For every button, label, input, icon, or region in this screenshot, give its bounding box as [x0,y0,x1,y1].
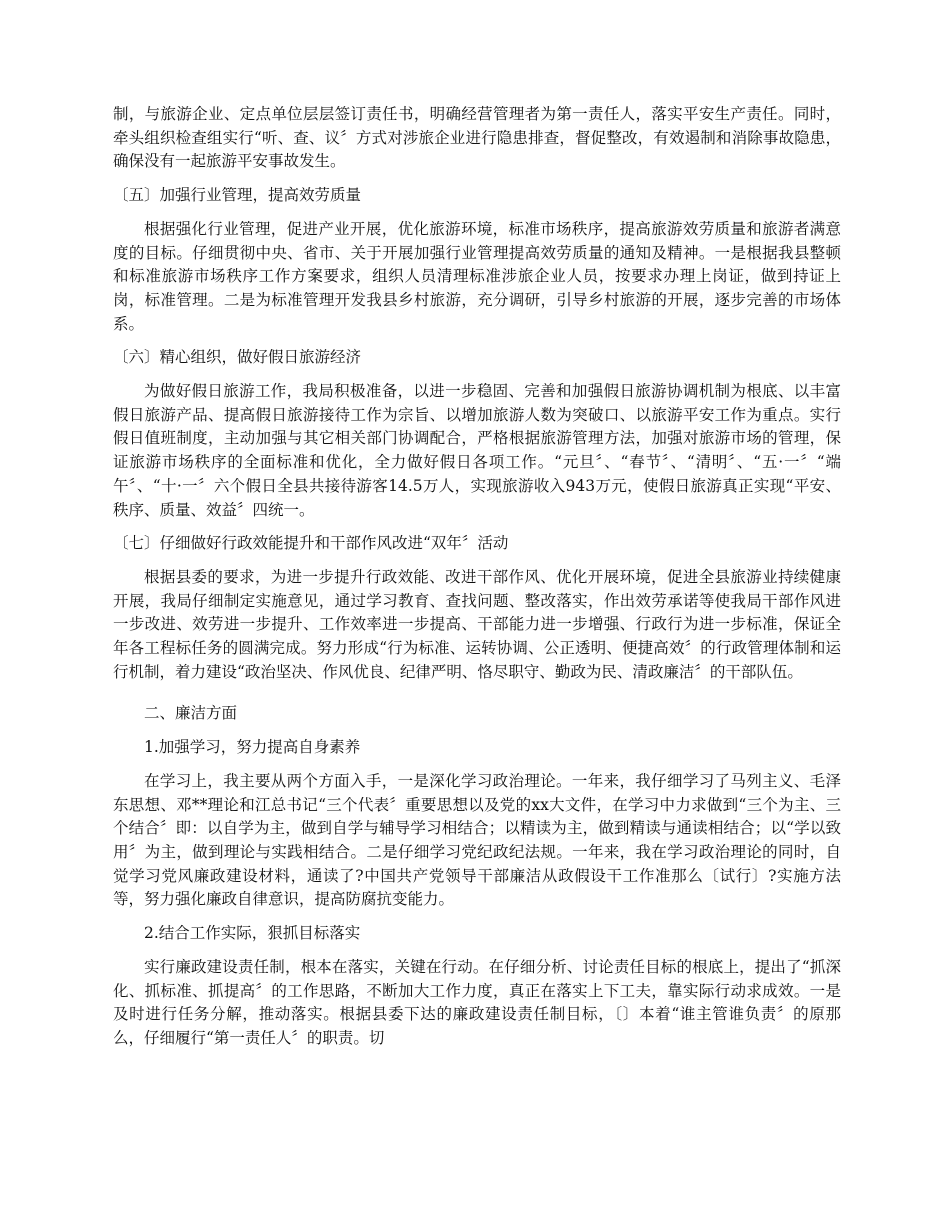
paragraph-6: 为做好假日旅游工作，我局积极准备，以进一步稳固、完善和加强假日旅游协调机制为根底、以丰富假日旅游产品、提高假日旅游接待工作为宗旨、以增加旅游人数为突破口、以旅游平安工作为重点。实行假日值班制度，主动加强与其它相关部门协调配合，严格根据旅游管理方法，加强对旅游市场的管理，保证旅游市场秩序的全面标准和优化，全力做好假日各项工作。“元旦〞、“春节〞、“清明〞、“五·一〞“端午〞、“十·一〞六个假日全县共接待游客14.5万人，实现旅游收入943万元，使假日旅游真正实现“平安、秩序、质量、效益〞四统一。 [113,382,841,519]
section-heading-5: 〔五〕加强行业管理，提高效劳质量 [113,186,362,205]
section-title-integrity: 二、廉洁方面 [144,704,238,723]
subsection-title-1: 1.加强学习，努力提高自身素养 [144,738,361,757]
paragraph-sub-2: 实行廉政建设责任制，根本在落实，关键在行动。在仔细分析、讨论责任目标的根底上，提出了“抓深化、抓标准、抓提高〞的工作思路，不断加大工作力度，真正在落实上下工夫，靠实际行动求成效。一是及时进行任务分解，推动落实。根据县委下达的廉政建设责任制目标，〔〕本着“谁主管谁负责〞的原那么，仔细履行“第一责任人〞的职责。切 [113,957,841,1047]
section-heading-6: 〔六〕精心组织，做好假日旅游经济 [113,348,362,367]
paragraph-sub-1: 在学习上，我主要从两个方面入手，一是深化学习政治理论。一年来，我仔细学习了马列主义、毛泽东思想、邓**理论和江总书记“三个代表〞重要思想以及党的xx大文件，在学习中力求做到“三个为主、三个结合〞即：以自学为主，做到自学与辅导学习相结合；以精读为主，做到精读与通读相结合；以“学以致用〞为主，做到理论与实践相结合。二是仔细学习党纪政纪法规。一年来，我在学习政治理论的同时，自觉学习党风廉政建设材料，通读了?中国共产党领导干部廉洁从政假设干工作准那么〔试行〕?实施方法等，努力强化廉政自律意识，提高防腐抗变能力。 [113,771,841,909]
paragraph-7: 根据县委的要求，为进一步提升行政效能、改进干部作风、优化开展环境，促进全县旅游业持续健康开展，我局仔细制定实施意见，通过学习教育、查找问题、整改落实，作出效劳承诺等使我局干部作风进一步改进、效劳进一步提升、工作效率进一步提高、干部能力进一步增强、行政行为进一步标准，保证全年各工程标任务的圆满完成。努力形成“行为标准、运转协调、公正透明、便捷高效〞的行政管理体制和运行机制，着力建设“政治坚决、作风优良、纪律严明、恪尽职守、勤政为民、清政廉洁〞的干部队伍。 [113,567,841,681]
document-page [113,103,841,1051]
subsection-title-2: 2.结合工作实际，狠抓目标落实 [144,924,361,943]
paragraph-continuation: 制，与旅游企业、定点单位层层签订责任书，明确经营管理者为第一责任人，落实平安生产责任。同时，牵头组织检查组实行“听、查、议〞方式对涉旅企业进行隐患排查，督促整改，有效遏制和消除事故隐患，确保没有一起旅游平安事故发生。 [113,105,841,171]
paragraph-5: 根据强化行业管理，促进产业开展，优化旅游环境，标准市场秩序，提高旅游效劳质量和旅游者满意度的目标。仔细贯彻中央、省市、关于开展加强行业管理提高效劳质量的通知及精神。一是根据我县整顿和标准旅游市场秩序工作方案要求，组织人员清理标准涉旅企业人员，按要求办理上岗证，做到持证上岗，标准管理。二是为标准管理开发我县乡村旅游，充分调研，引导乡村旅游的开展，逐步完善的市场体系。 [113,219,841,333]
section-heading-7: 〔七〕仔细做好行政效能提升和干部作风改进“双年〞活动 [113,534,509,553]
